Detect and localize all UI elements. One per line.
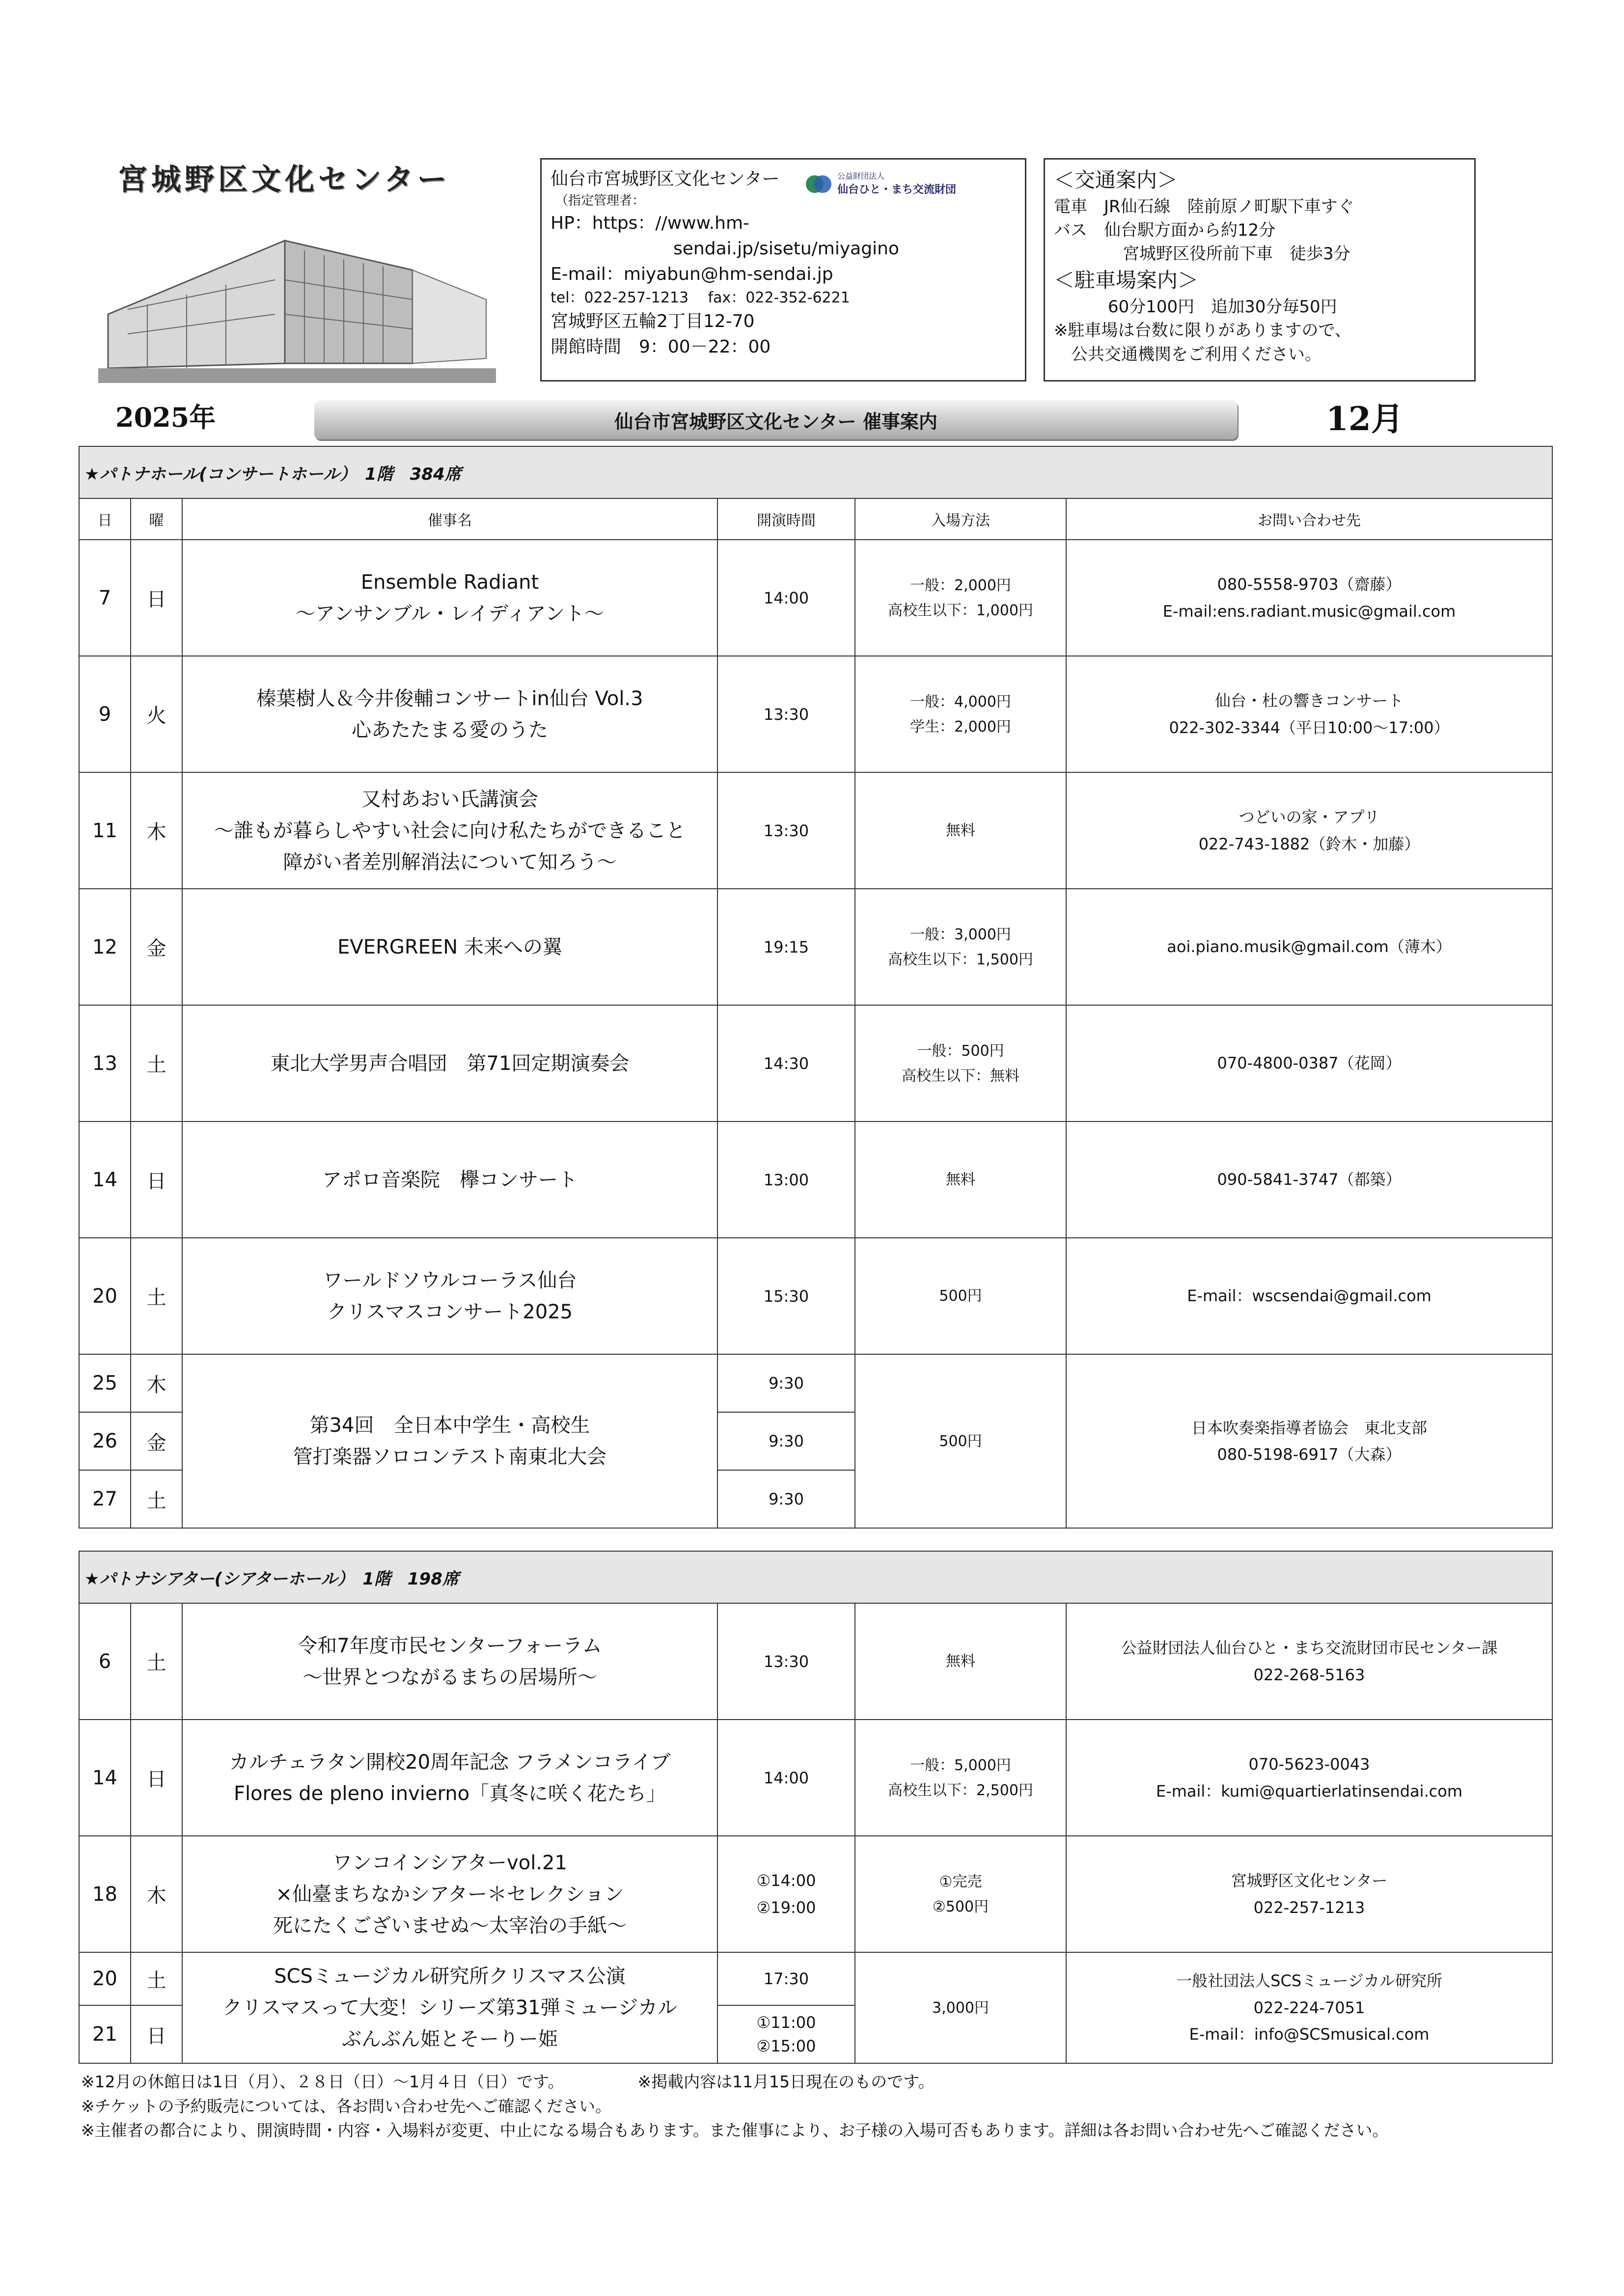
parking-fee: 60分100円 追加30分毎50円 bbox=[1108, 297, 1337, 317]
admission: 無料 bbox=[855, 1603, 1066, 1720]
title-banner: 仙台市宮城野区文化センター 催事案内 bbox=[314, 400, 1238, 439]
foundation-mark-icon bbox=[804, 169, 833, 199]
day: 7 bbox=[79, 540, 131, 656]
weekday: 日 bbox=[131, 1121, 182, 1238]
note-closed-days: ※12月の休館日は1日（月）、２８日（日）～1月４日（日）です。 ※掲載内容は11月15日現在のものです。 bbox=[81, 2072, 935, 2091]
bus-access: バス 仙台駅方面から約12分 bbox=[1054, 220, 1276, 240]
admission: 3,000円 bbox=[855, 1952, 1066, 2063]
theater-table bbox=[79, 1551, 1553, 2064]
col-day: 日 bbox=[79, 498, 131, 540]
day: 14 bbox=[79, 1121, 131, 1238]
day: 20 bbox=[79, 1238, 131, 1354]
day: 25 bbox=[79, 1354, 131, 1412]
day: 13 bbox=[79, 1005, 131, 1121]
footnotes bbox=[81, 2070, 1388, 2143]
table-row bbox=[79, 540, 1552, 656]
train-access: 電車 JR仙石線 陸前原ノ町駅下車すぐ bbox=[1054, 196, 1354, 217]
center-name: 仙台市宮城野区文化センター bbox=[551, 169, 780, 189]
start-time: 13:30 bbox=[717, 772, 855, 889]
event-name: EVERGREEN 未来への翼 bbox=[182, 889, 717, 1005]
day: 21 bbox=[79, 2005, 131, 2063]
admission: 一般：500円 高校生以下：無料 bbox=[855, 1005, 1066, 1121]
day: 11 bbox=[79, 772, 131, 889]
foundation-logo bbox=[804, 169, 956, 199]
manager-label: （指定管理者： bbox=[555, 193, 645, 209]
col-time: 開演時間 bbox=[717, 498, 855, 540]
theater-title: ★パトナシアター(シアターホール） 1階 198席 bbox=[79, 1551, 1552, 1603]
weekday: 木 bbox=[131, 772, 182, 889]
start-time: 9:30 bbox=[717, 1354, 855, 1412]
contact: E-mail：wscsendai@gmail.com bbox=[1066, 1238, 1552, 1354]
admission: ①完売 ②500円 bbox=[855, 1836, 1066, 1952]
center-logo-title: 宮城野区文化センター bbox=[118, 163, 451, 197]
concert-hall-table bbox=[79, 446, 1553, 1529]
event-name: 第34回 全日本中学生・高校生 管打楽器ソロコンテスト南東北大会 bbox=[182, 1354, 717, 1528]
opening-hours: 開館時間 9：00－22：00 bbox=[551, 337, 771, 357]
weekday: 木 bbox=[131, 1836, 182, 1952]
weekday: 日 bbox=[131, 540, 182, 656]
table-row bbox=[79, 1005, 1552, 1121]
weekday: 金 bbox=[131, 1412, 182, 1470]
center-tel-fax: tel：022-257-1213 fax：022-352-6221 bbox=[551, 289, 850, 307]
weekday: 土 bbox=[131, 1470, 182, 1528]
start-time: 14:00 bbox=[717, 1720, 855, 1836]
event-name: 又村あおい氏講演会 ～誰もが暮らしやすい社会に向け私たちができること 障がい者差別解消法について知ろう～ bbox=[182, 772, 717, 889]
traffic-heading: ＜交通案内＞ bbox=[1054, 168, 1178, 192]
table-row bbox=[79, 889, 1552, 1005]
start-time: 19:15 bbox=[717, 889, 855, 1005]
contact: 一般社団法人SCSミュージカル研究所 022-224-7051 E-mail：info@SCSmusical.com bbox=[1066, 1952, 1552, 2063]
contact: 宮城野区文化センター 022-257-1213 bbox=[1066, 1836, 1552, 1952]
contact: 090-5841-3747（都築） bbox=[1066, 1121, 1552, 1238]
contact: aoi.piano.musik@gmail.com（薄木） bbox=[1066, 889, 1552, 1005]
parking-note-2: 公共交通機関をご利用ください。 bbox=[1071, 344, 1321, 364]
day: 27 bbox=[79, 1470, 131, 1528]
weekday: 日 bbox=[131, 1720, 182, 1836]
start-time: 13:30 bbox=[717, 656, 855, 772]
admission: 500円 bbox=[855, 1238, 1066, 1354]
day: 6 bbox=[79, 1603, 131, 1720]
col-weekday: 曜 bbox=[131, 498, 182, 540]
year-label: 2025年 bbox=[115, 402, 216, 433]
table-row bbox=[79, 1238, 1552, 1354]
table-row bbox=[79, 656, 1552, 772]
table-row bbox=[79, 1836, 1552, 1952]
access-info-box bbox=[1044, 158, 1476, 382]
day: 14 bbox=[79, 1720, 131, 1836]
start-time: ①14:00 ②19:00 bbox=[717, 1836, 855, 1952]
weekday: 金 bbox=[131, 889, 182, 1005]
contact: 仙台・杜の響きコンサート 022-302-3344（平日10:00～17:00） bbox=[1066, 656, 1552, 772]
day: 9 bbox=[79, 656, 131, 772]
day: 20 bbox=[79, 1952, 131, 2005]
weekday: 土 bbox=[131, 1005, 182, 1121]
center-info-box bbox=[540, 158, 1026, 382]
weekday: 火 bbox=[131, 656, 182, 772]
admission: 一般：4,000円 学生：2,000円 bbox=[855, 656, 1066, 772]
table-row bbox=[79, 1952, 1552, 2005]
admission: 無料 bbox=[855, 772, 1066, 889]
bus-stop: 宮城野区役所前下車 徒歩3分 bbox=[1123, 244, 1350, 264]
note-changes: ※主催者の都合により、開演時間・内容・入場料が変更、中止になる場合もあります。また催事により、お子様の入場可否もあります。詳細は各お問い合わせ先へご確認ください。 bbox=[81, 2121, 1389, 2140]
weekday: 土 bbox=[131, 1952, 182, 2005]
start-time: ①11:00 ②15:00 bbox=[717, 2005, 855, 2063]
event-name: Ensemble Radiant ～アンサンブル・レイディアント～ bbox=[182, 540, 717, 656]
contact: つどいの家・アプリ 022-743-1882（鈴木・加藤） bbox=[1066, 772, 1552, 889]
table-row bbox=[79, 772, 1552, 889]
concert-header-row bbox=[79, 498, 1552, 540]
event-name: ワールドソウルコーラス仙台 クリスマスコンサート2025 bbox=[182, 1238, 717, 1354]
admission: 無料 bbox=[855, 1121, 1066, 1238]
concert-hall-title: ★パトナホール(コンサートホール） 1階 384席 bbox=[79, 446, 1552, 498]
contact: 070-4800-0387（花岡） bbox=[1066, 1005, 1552, 1121]
admission: 500円 bbox=[855, 1354, 1066, 1528]
note-tickets: ※チケットの予約販売については、各お問い合わせ先へご確認ください。 bbox=[81, 2096, 612, 2116]
foundation-name: 仙台ひと・まち交流財団 bbox=[837, 183, 956, 196]
contact: 日本吹奏楽指導者協会 東北支部 080-5198-6917（大森） bbox=[1066, 1354, 1552, 1528]
start-time: 14:30 bbox=[717, 1005, 855, 1121]
day: 26 bbox=[79, 1412, 131, 1470]
weekday: 日 bbox=[131, 2005, 182, 2063]
weekday: 土 bbox=[131, 1603, 182, 1720]
event-name: 令和7年度市民センターフォーラム ～世界とつながるまちの居場所～ bbox=[182, 1603, 717, 1720]
col-admission: 入場方法 bbox=[855, 498, 1066, 540]
contact: 070-5623-0043 E-mail：kumi@quartierlatinsendai.com bbox=[1066, 1720, 1552, 1836]
event-name: 東北大学男声合唱団 第71回定期演奏会 bbox=[182, 1005, 717, 1121]
homepage-url-1[interactable]: HP：https：//www.hm- bbox=[551, 213, 750, 233]
start-time: 13:30 bbox=[717, 1603, 855, 1720]
event-name: アポロ音楽院 欅コンサート bbox=[182, 1121, 717, 1238]
month-label: 12月 bbox=[1326, 400, 1404, 438]
contact: 080-5558-9703（齋藤） E-mail:ens.radiant.music@gmail.com bbox=[1066, 540, 1552, 656]
parking-note-1: ※駐車場は台数に限りがありますので、 bbox=[1054, 321, 1351, 341]
start-time: 17:30 bbox=[717, 1952, 855, 2005]
col-event: 催事名 bbox=[182, 498, 717, 540]
day: 18 bbox=[79, 1836, 131, 1952]
table-row bbox=[79, 1603, 1552, 1720]
weekday: 土 bbox=[131, 1238, 182, 1354]
center-address: 宮城野区五輪2丁目12-70 bbox=[551, 311, 755, 331]
event-name: カルチェラタン開校20周年記念 フラメンコライブ Flores de pleno invierno「真冬に咲く花たち」 bbox=[182, 1720, 717, 1836]
start-time: 15:30 bbox=[717, 1238, 855, 1354]
contact: 公益財団法人仙台ひと・まち交流財団市民センター課 022-268-5163 bbox=[1066, 1603, 1552, 1720]
center-email[interactable]: E-mail：miyabun@hm-sendai.jp bbox=[551, 264, 833, 285]
admission: 一般：3,000円 高校生以下：1,500円 bbox=[855, 889, 1066, 1005]
event-name: 榛葉樹人＆今井俊輔コンサートin仙台 Vol.3 心あたたまる愛のうた bbox=[182, 656, 717, 772]
parking-heading: ＜駐車場案内＞ bbox=[1054, 268, 1199, 293]
event-name: SCSミュージカル研究所クリスマス公演 クリスマスって大変！シリーズ第31弾ミュージカル ぶんぶん姫とそーりー姫 bbox=[182, 1952, 717, 2063]
start-time: 9:30 bbox=[717, 1412, 855, 1470]
table-row bbox=[79, 1121, 1552, 1238]
table-row bbox=[79, 1720, 1552, 1836]
start-time: 14:00 bbox=[717, 540, 855, 656]
admission: 一般：5,000円 高校生以下：2,500円 bbox=[855, 1720, 1066, 1836]
day: 12 bbox=[79, 889, 131, 1005]
foundation-type: 公益財団法人 bbox=[837, 171, 884, 181]
weekday: 木 bbox=[131, 1354, 182, 1412]
homepage-url-2[interactable]: sendai.jp/sisetu/miyagino bbox=[673, 239, 899, 259]
start-time: 9:30 bbox=[717, 1470, 855, 1528]
note-as-of: ※掲載内容は11月15日現在のものです。 bbox=[637, 2072, 935, 2091]
col-contact: お問い合わせ先 bbox=[1066, 498, 1552, 540]
table-row bbox=[79, 1354, 1552, 1412]
event-name: ワンコインシアターvol.21 ×仙臺まちなかシアター＊セレクション 死にたくございませぬ～太宰治の手紙～ bbox=[182, 1836, 717, 1952]
start-time: 13:00 bbox=[717, 1121, 855, 1238]
admission: 一般：2,000円 高校生以下：1,000円 bbox=[855, 540, 1066, 656]
